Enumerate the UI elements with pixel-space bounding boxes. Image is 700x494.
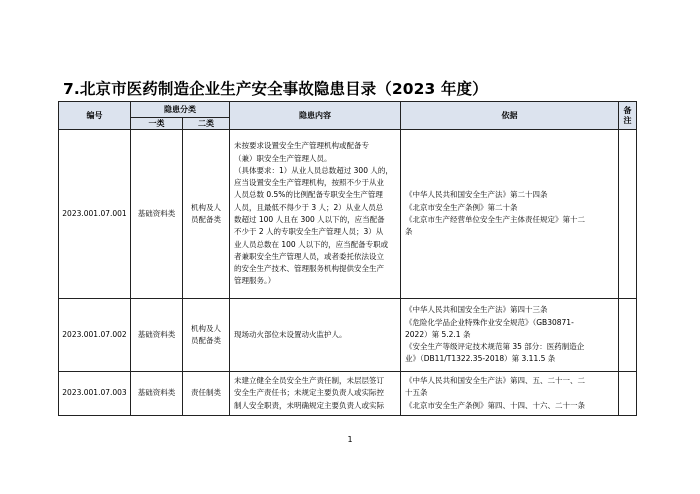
row-level2-line: 机构及人 [191, 323, 221, 333]
row-level1: 基础资料类 [131, 130, 183, 299]
content-line: 数超过 100 人且在 300 人以下的，应当配备 [234, 215, 385, 224]
row-level2-line: 机构及人 [191, 202, 221, 212]
content-line: 未建立健全全员安全生产责任制，未层层签订 [234, 376, 384, 386]
content-line: 业人员总数在 100 人以下的，应当配备专职或 [234, 239, 389, 249]
row-level2 [183, 299, 230, 372]
content-line: 安全生产责任书；未规定主要负责人或实际控 [234, 388, 384, 398]
content-line: 未按要求设置安全生产管理机构或配备专 [234, 141, 369, 151]
page-number: 1 [347, 435, 353, 444]
header-remarks-text: 备注 [623, 105, 632, 125]
basis-line: 《中华人民共和国安全生产法》第四、五、二十一、二 [405, 376, 585, 386]
table-row [59, 372, 637, 416]
row-content [230, 299, 401, 372]
row-basis [401, 299, 619, 372]
row-basis [401, 372, 619, 416]
content-line: 人员总数 0.5%的比例配备专职安全生产管理 [234, 190, 383, 200]
header-basis: 依据 [401, 102, 619, 130]
content-line: 管理服务。） [234, 276, 276, 286]
table-header [59, 102, 637, 130]
row-level1: 基础资料类 [131, 372, 183, 416]
basis-line: 《北京市生产经营单位安全生产主体责任规定》第十二 [405, 215, 585, 224]
content-line: （兼）职安全生产管理人员。 [234, 153, 332, 163]
table-row [59, 130, 637, 299]
basis-line: 《危险化学品企业特殊作业安全规范》（GB30871- [405, 317, 574, 327]
content-line: 应当设置安全生产管理机构，按照不少于从业 [234, 178, 384, 188]
hazard-table [58, 101, 637, 416]
basis-line: 《北京市安全生产条例》第二十条 [405, 202, 518, 212]
basis-line: 《安全生产等级评定技术规范第 35 部分：医药制造企 [405, 342, 585, 352]
row-content [230, 130, 401, 299]
row-code: 2023.001.07.002 [59, 299, 131, 372]
basis-line: 《北京市安全生产条例》第四、十四、十六、二十一条 [405, 400, 585, 410]
content-line: 不少于 2 人的专职安全生产管理人员；3）从 [234, 227, 384, 237]
basis-line: 《中华人民共和国安全生产法》第四十三条 [405, 305, 548, 315]
basis-line: 十五条 [405, 388, 428, 398]
row-level2-line: 责任制类 [191, 388, 221, 398]
row-content [230, 372, 401, 416]
header-remarks [619, 102, 637, 130]
basis-line: 2022）第 5.2.1 条 [405, 329, 471, 339]
header-category-group: 隐患分类 [131, 102, 230, 118]
row-code: 2023.001.07.001 [59, 130, 131, 299]
row-level2 [183, 372, 230, 416]
header-level1: 一类 [131, 118, 183, 130]
basis-line: 《中华人民共和国安全生产法》第二十四条 [405, 190, 548, 200]
basis-line: 业》（DB11/T1322.35-2018）第 3.11.5 条 [405, 354, 556, 364]
row-remarks [619, 130, 637, 299]
content-line: 制人安全职责，未明确规定主要负责人或实际 [234, 400, 384, 410]
table-row [59, 299, 637, 372]
content-line: 者兼职安全生产管理人员，或者委托依法设立 [234, 251, 384, 261]
row-remarks [619, 299, 637, 372]
basis-line: 条 [405, 227, 413, 237]
content-line: 现场动火部位未设置动火监护人。 [234, 329, 347, 339]
content-line: 人员，且最低不得少于 3 人；2）从业人员总 [234, 202, 384, 212]
document-title: 7.北京市医药制造企业生产安全事故隐患目录（2023 年度） [63, 80, 488, 98]
row-basis [401, 130, 619, 299]
content-line: （具体要求：1）从业人员总数超过 300 人的， [234, 165, 393, 175]
row-level2 [183, 130, 230, 299]
header-code: 编号 [59, 102, 131, 130]
row-level2-line: 员配备类 [191, 336, 221, 345]
header-content: 隐患内容 [230, 102, 401, 130]
row-level1: 基础资料类 [131, 299, 183, 372]
content-line: 的安全生产技术、管理服务机构提供安全生产 [234, 264, 384, 274]
row-remarks [619, 372, 637, 416]
row-level2-line: 员配备类 [191, 215, 221, 224]
row-code: 2023.001.07.003 [59, 372, 131, 416]
header-level2: 二类 [183, 118, 230, 130]
